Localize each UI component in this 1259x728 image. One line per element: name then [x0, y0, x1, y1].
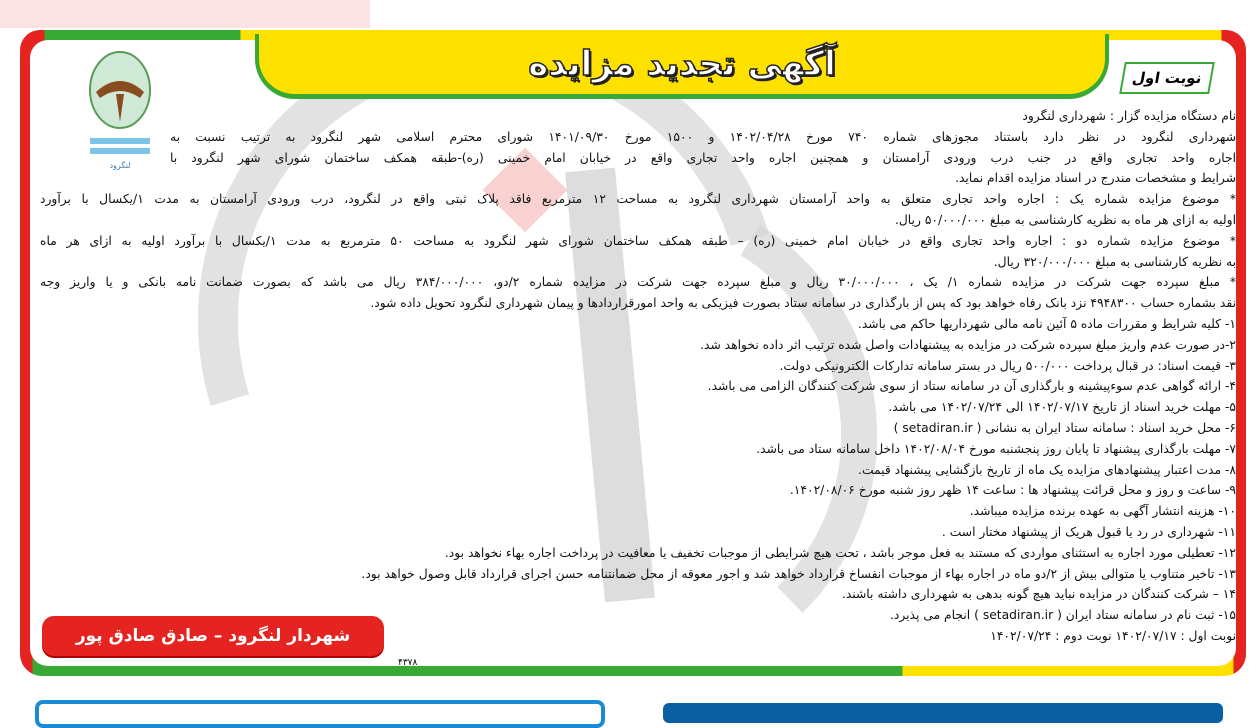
- text-line: شهرداری لنگرود در نظر دارد باستناد مجوزهای شماره ۷۴۰ مورخ ۱۴۰۲/۰۴/۲۸ و ۱۵۰۰ مورخ ۱۴۰۱/۰۹/۳۰ شورای محترم اسلامی شهر لنگرود به ترتیب نسبت به: [170, 129, 1237, 144]
- text-line: ۱۱- شهرداری در رد یا قبول هریک از پیشنهاد مختار است .: [941, 524, 1236, 539]
- text-line: ۱۲- تعطیلی مورد اجاره به استثنای مواردی که مستند به فعل موجر باشد ، تحت هیچ شرایطی از موجبات تخفیف یا معافیت در پرداخت اجاره بهاء نخواهد بود.: [444, 545, 1236, 560]
- watermark-strip: [0, 0, 370, 28]
- text-line: ۸- مدت اعتبار پیشنهادهای مزایده یک ماه از تاریخ بازگشایی پیشنهاد قیمت.: [858, 462, 1236, 477]
- text-line: ۴- ارائه گواهی عدم سوءپیشینه و بارگذاری آن در سامانه ستاد از سوی شرکت کنندگان الزامی می باشد.: [707, 379, 1236, 394]
- text-line: نقد بشماره حساب ۴۹۴۸۳۰۰ نزد بانک رفاه خواهد بود که پس از بارگذاری در سامانه ستاد بصورت فیزیکی به واحد امورقراردادها و پیمان شهرداری لنگرود تحویل داده شود.: [370, 296, 1236, 311]
- text-line: اجاره واحد تجاری واقع در جنب درب ورودی آرامستان و همچنین اجاره واحد تجاری واقع در خیابان امام خمینی (ره)-طبقه همکف ساختمان شورای شهر لنگرود با: [170, 150, 1236, 165]
- text-line: ۶- محل خرید اسناد : سامانه ستاد ایران به نشانی ( setadiran.ir ): [893, 420, 1236, 435]
- mayor-signature: شهردار لنگرود – صادق صادق پور: [42, 616, 384, 656]
- text-line: ۷- مهلت بارگذاری پیشنهاد تا پایان روز پنجشنبه مورخ ۱۴۰۲/۰۸/۰۴ داخل سامانه ستاد می باشد.: [756, 441, 1236, 456]
- text-line: نوبت اول : ۱۴۰۲/۰۷/۱۷ نوبت دوم : ۱۴۰۲/۰۷/۲۴: [990, 628, 1236, 643]
- next-ad-box-left: [35, 700, 605, 728]
- text-line: ۱۵- ثبت نام در سامانه ستاد ایران ( setadiran.ir ) انجام می پذیرد.: [889, 608, 1236, 623]
- ad-text: [40, 106, 1236, 647]
- text-line: * موضوع مزایده شماره دو : اجاره واحد تجاری واقع در خیابان امام خمینی (ره) – طبقه همکف ساختمان شورای شهر لنگرود به مساحت ۵۰ مترمربع به مدت ۱/یکسال با برآورد اولیه به ازای هر ماه: [40, 233, 1236, 248]
- title-banner: [255, 34, 1109, 99]
- text-line: ۱۰- هزینه انتشار آگهی به عهده برنده مزایده میباشد.: [969, 504, 1236, 519]
- text-line: * مبلغ سپرده جهت شرکت در مزایده شماره ۱/ یک ، ۳۰/۰۰۰/۰۰۰ ریال و مبلغ سپرده جهت شرکت در مزایده شماره ۲/دو، ۳۸۴/۰۰۰/۰۰۰ ریال می باشد که بصورت ضمانت نامه بانکی و یا واریز وجه: [40, 275, 1236, 290]
- next-ad-box-right: [663, 703, 1223, 723]
- text-line: ۱۴ – شرکت کنندگان در مزایده نباید هیچ گونه بدهی به شهرداری داشته باشند.: [841, 587, 1236, 602]
- first-publication-badge: نوبت اول: [1119, 62, 1215, 94]
- text-line: ۱- کلیه شرایط و مقررات ماده ۵ آئین نامه مالی شهرداریها حاکم می باشد.: [857, 316, 1236, 331]
- text-line: اولیه به ازای هر ماه به نظریه کارشناسی به مبلغ ۵۰/۰۰۰/۰۰۰ ریال.: [894, 212, 1236, 227]
- text-line: به نظریه کارشناسی به مبلغ ۳۲۰/۰۰۰/۰۰۰ ریال.: [993, 254, 1236, 269]
- text-line: نام دستگاه مزایده گزار : شهرداری لنگرود: [1022, 109, 1236, 123]
- text-line: * موضوع مزایده شماره یک : اجاره واحد تجاری متعلق به واحد آرامستان شهرداری لنگرود به مساحت ۱۲ مترمربع فاقد پلاک ثبتی واقع در لنگرود، درب ورودی آرامستان به مدت ۱/یکسال با برآورد: [40, 192, 1236, 207]
- text-line: ۵- مهلت خرید اسناد از تاریخ ۱۴۰۲/۰۷/۱۷ الی ۱۴۰۲/۰۷/۲۴ می باشد.: [888, 400, 1236, 415]
- page-title: آگهی تجدید مزایده: [528, 44, 836, 84]
- text-line: ۳- قیمت اسناد: در قبال پرداخت ۵۰۰/۰۰۰ ریال در بستر سامانه تدارکات الکترونیکی دولت.: [779, 358, 1236, 373]
- text-line: شرایط و مشخصات مندرج در اسناد مزایده اقدام نماید.: [955, 171, 1236, 186]
- text-line: ۹- ساعت و روز و محل قرائت پیشنهاد ها : ساعت ۱۴ ظهر روز شنبه مورخ ۱۴۰۲/۰۸/۰۶.: [789, 483, 1236, 498]
- ad-code: ۴۳۷۸: [398, 658, 418, 668]
- text-line: ۱۳- تاخیر متناوب یا متوالی بیش از ۲/دو ماه در اجاره بهاء از موجبات انفساخ قرارداد خواهد شد و اجور معوقه از محل ضمانتنامه حسن اجرای قرارداد قابل وصول خواهد بود.: [361, 566, 1236, 581]
- logo-caption: لنگرود: [109, 161, 131, 170]
- text-line: ۲-در صورت عدم واریز مبلغ سپرده شرکت در مزایده به پیشنهادات واصل شده ترتیب اثر داده نخواهد شد.: [700, 337, 1236, 352]
